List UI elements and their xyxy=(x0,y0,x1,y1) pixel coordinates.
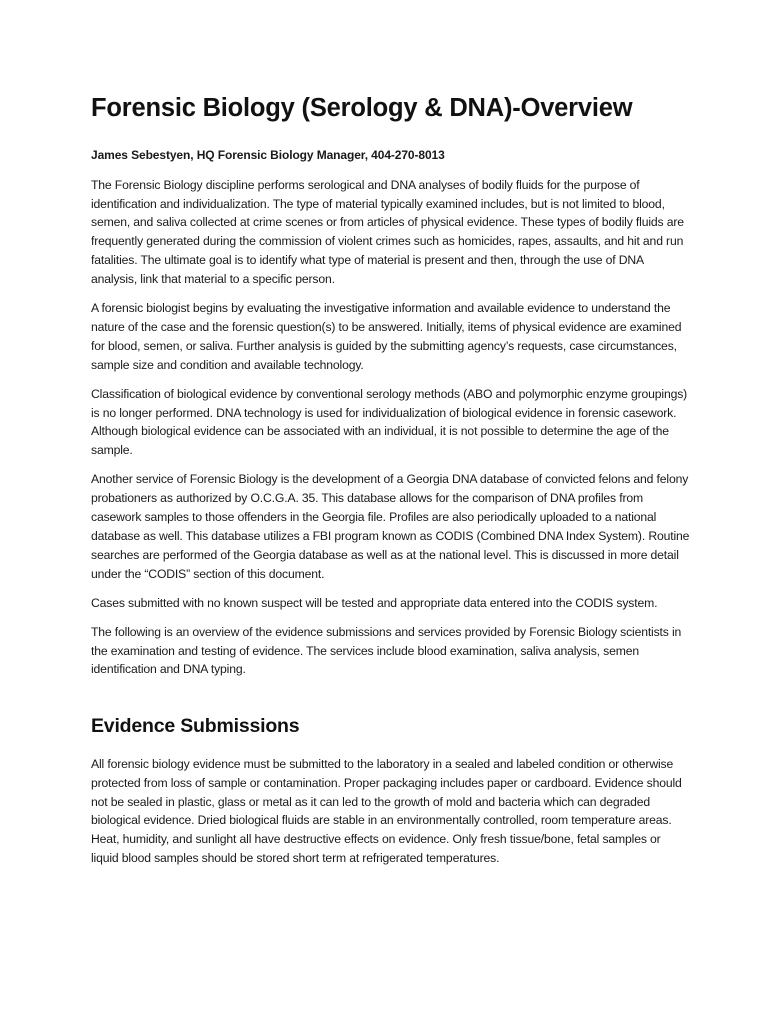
author-line: James Sebestyen, HQ Forensic Biology Manager, 404-270-8013 xyxy=(91,147,445,162)
paragraph-biologist-process: A forensic biologist begins by evaluating the investigative information and available evidence to understand the nature of the case and the forensic question(s) to be answered. Initially, items of physical evidence are examined for blood, semen, or saliva. Further analysis is guided by the submitting agency’s requests, case circumstances, sample size and condition and available technology. xyxy=(91,301,682,372)
section-heading-evidence-submissions: Evidence Submissions xyxy=(91,715,300,738)
paragraph-evidence-packaging: All forensic biology evidence must be submitted to the laboratory in a sealed and labeled condition or otherwise protected from loss of sample or contamination. Proper packaging includes paper or cardboard. Evidence should not be sealed in plastic, glass or metal as it can led to the growth of mold and bacteria which can degraded biological evidence. Dried biological fluids are stable in an environmentally controlled, room temperature areas. Heat, humidity, and sunlight all have destructive effects on evidence. Only fresh tissue/bone, fetal samples or liquid blood samples should be stored short term at refrigerated temperatures. xyxy=(91,756,682,866)
paragraph-no-suspect: Cases submitted with no known suspect will be tested and appropriate data entered into the CODIS system. xyxy=(91,595,658,610)
paragraph-classification: Classification of biological evidence by conventional serology methods (ABO and polymorphic enzyme groupings) is no longer performed. DNA technology is used for individualization of biological evidence in forensic casework. Although biological evidence can be associated with an individual, it is not possible to determine the age of the sample. xyxy=(91,386,688,458)
paragraph-services-overview: The following is an overview of the evidence submissions and services provided by Forensic Biology scientists in the examination and testing of evidence. The services include blood examination, saliva analysis, semen identification and DNA typing. xyxy=(91,624,682,677)
document-title: Forensic Biology (Serology & DNA)-Overview xyxy=(91,94,633,122)
document-page xyxy=(91,93,691,878)
paragraph-discipline-intro: The Forensic Biology discipline performs serological and DNA analyses of bodily fluids for the purpose of identification and individualization. The type of material typically examined includes, but is not limited to blood, semen, and saliva collected at crime scenes or from articles of physical evidence. These types of bodily fluids are frequently generated during the commission of violent crimes such as homicides, rapes, assaults, and hit and run fatalities. The ultimate goal is to identify what type of material is present and then, through the use of DNA analysis, link that material to a specific person. xyxy=(91,177,684,287)
paragraph-dna-database: Another service of Forensic Biology is the development of a Georgia DNA database of convicted felons and felony probationers as authorized by O.C.G.A. 35. This database allows for the comparison of DNA profiles from casework samples to those offenders in the Georgia file. Profiles are also periodically uploaded to a national database as well. This database utilizes a FBI program known as CODIS (Combined DNA Index System). Routine searches are performed of the Georgia database as well as at the national level. This is discussed in more detail under the “CODIS” section of this document. xyxy=(91,472,690,581)
